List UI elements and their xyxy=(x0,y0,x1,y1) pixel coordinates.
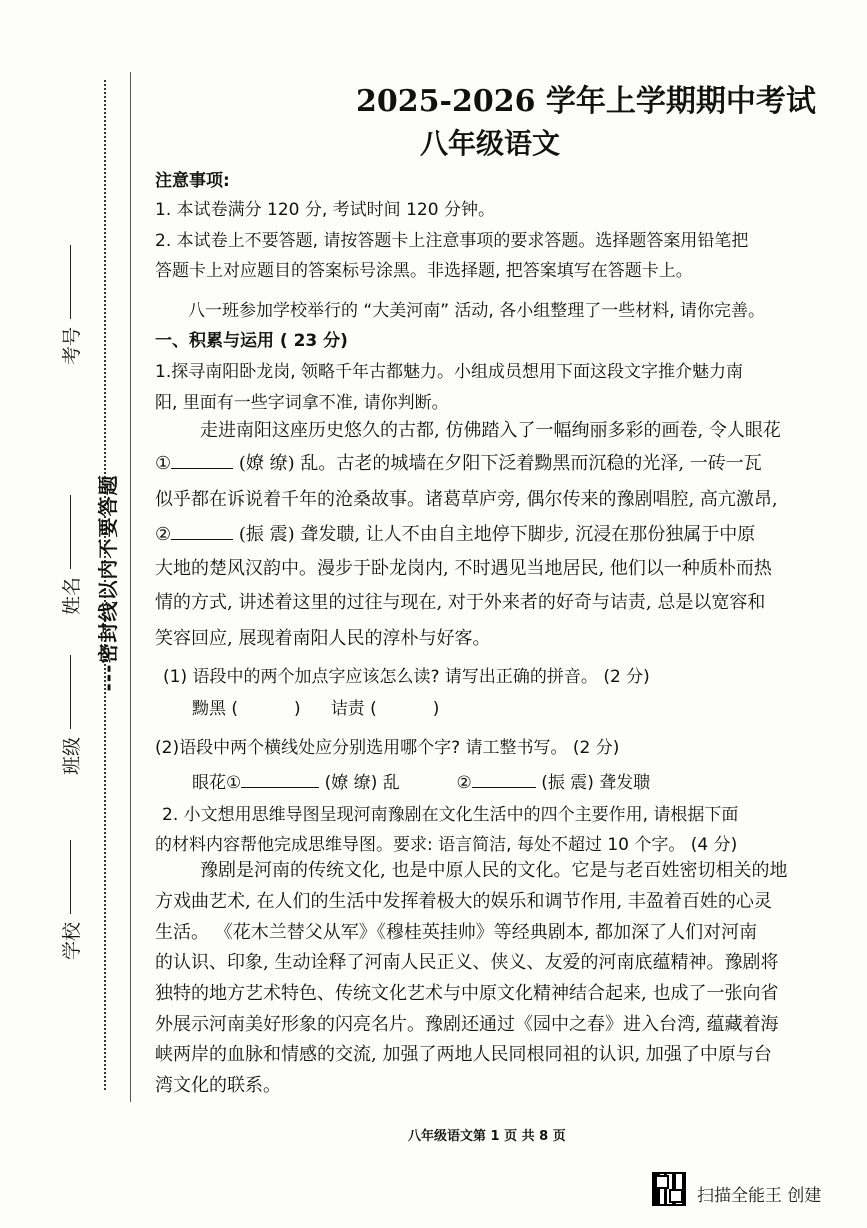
q2-passage-line: 的认识、印象, 生动诠释了河南人民正义、侠义、友爱的河南底蕴精神。豫剧将 xyxy=(155,952,779,973)
q1-sub1-answer-row: 黝黑 ( ) 诘责 ( ) xyxy=(192,699,440,719)
q1-passage-line: ① (嫽 缭) 乱。古老的城墙在夕阳下泛着黝黑而沉稳的光泽, 一砖一瓦 xyxy=(155,453,762,474)
section1-heading: 一、积累与运用 ( 23 分) xyxy=(155,331,348,351)
exam-title: 2025-2026 学年上学期期中考试 xyxy=(356,84,816,119)
q2-text: 的材料内容帮他完成思维导图。要求: 语言简洁, 每处不超过 10 个字。 (4 分) xyxy=(155,835,738,855)
note-item: 1. 本试卷满分 120 分, 考试时间 120 分钟。 xyxy=(155,200,495,220)
class-label: 班级 xyxy=(55,655,85,775)
q1-passage-line: 情的方式, 讲述着这里的过往与现在, 对于外来者的好奇与诘责, 总是以宽容和 xyxy=(155,592,766,613)
page-footer: 八年级语文第 1 页 共 8 页 xyxy=(408,1129,566,1144)
q2-text: 2. 小文想用思维导图呈现河南豫剧在文化生活中的四个主要作用, 请根据下面 xyxy=(162,805,739,825)
q2-passage-line: 外展示河南美好形象的闪亮名片。豫剧还通过《园中之春》进入台湾, 蕴藏着海 xyxy=(155,1014,779,1035)
q2-passage-line: 峡两岸的血脉和情感的交流, 加强了两地人民同根同祖的认识, 加强了中原与台 xyxy=(155,1044,772,1065)
note-item: 2. 本试卷上不要答题, 请按答题卡上注意事项的要求答题。选择题答案用铅笔把 xyxy=(155,231,749,251)
q2-passage-line: 湾文化的联系。 xyxy=(155,1075,281,1096)
qr-code-icon xyxy=(652,1172,686,1206)
name-label: 姓名 xyxy=(55,495,85,615)
q1-sub2-prompt: (2)语段中两个横线处应分别选用哪个字? 请工整书写。 (2 分) xyxy=(155,738,620,758)
q1-passage-line: 大地的楚风汉韵中。漫步于卧龙岗内, 不时遇见当地居民, 他们以一种质朴而热 xyxy=(155,558,772,579)
q1-passage-line: 走进南阳这座历史悠久的古都, 仿佛踏入了一幅绚丽多彩的画卷, 令人眼花 xyxy=(200,420,781,441)
q2-passage-line: 生活。 《花木兰替父从军》《穆桂英挂帅》等经典剧本, 都加深了人们对河南 xyxy=(155,922,758,943)
q2-passage-line: 方戏曲艺术, 在人们的生活中发挥着极大的娱乐和调节作用, 丰盈着百姓的心灵 xyxy=(155,891,772,912)
scanner-watermark: 扫描全能王 创建 xyxy=(697,1186,822,1206)
q2-passage-line: 独特的地方艺术特色、传统文化艺术与中原文化精神结合起来, 也成了一张向省 xyxy=(155,983,779,1004)
q1-passage-line: 似乎都在诉说着千年的沧桑故事。诸葛草庐旁, 偶尔传来的豫剧唱腔, 高亢激昂, xyxy=(155,489,778,510)
exam-subtitle: 八年级语文 xyxy=(420,127,561,160)
seal-line-notice: ---密封线以内不要答题 xyxy=(96,474,120,692)
q1-passage-line: 笑容回应, 展现着南阳人民的淳朴与好客。 xyxy=(155,628,491,649)
notes-heading: 注意事项: xyxy=(155,171,230,191)
binding-dotted-line-right xyxy=(130,72,131,1102)
note-item: 答题卡上对应题目的答案标号涂黑。非选择题, 把答案填写在答题卡上。 xyxy=(155,261,693,281)
q1-text: 阳, 里面有一些字词拿不准, 请你判断。 xyxy=(155,393,449,413)
q1-text: 1.探寻南阳卧龙岗, 领略千年古都魅力。小组成员想用下面这段文字推介魅力南 xyxy=(155,362,744,382)
q1-sub1-prompt: (1) 语段中的两个加点字应该怎么读? 请写出正确的拼音。 (2 分) xyxy=(163,667,650,687)
q1-passage-line: ② (振 震) 聋发聩, 让人不由自主地停下脚步, 沉浸在那份独属于中原 xyxy=(155,524,756,545)
q1-sub2-answer-row: 眼花① (嫽 缭) 乱 ② (振 震) 聋发聩 xyxy=(192,773,651,793)
q2-passage-line: 豫剧是河南的传统文化, 也是中原人民的文化。它是与老百姓密切相关的地 xyxy=(200,860,788,881)
exam-number-label: 考号 xyxy=(55,245,85,365)
school-label: 学校 xyxy=(55,840,85,960)
intro-text: 八一班参加学校举行的 “大美河南” 活动, 各小组整理了一些材料, 请你完善。 xyxy=(188,301,766,321)
